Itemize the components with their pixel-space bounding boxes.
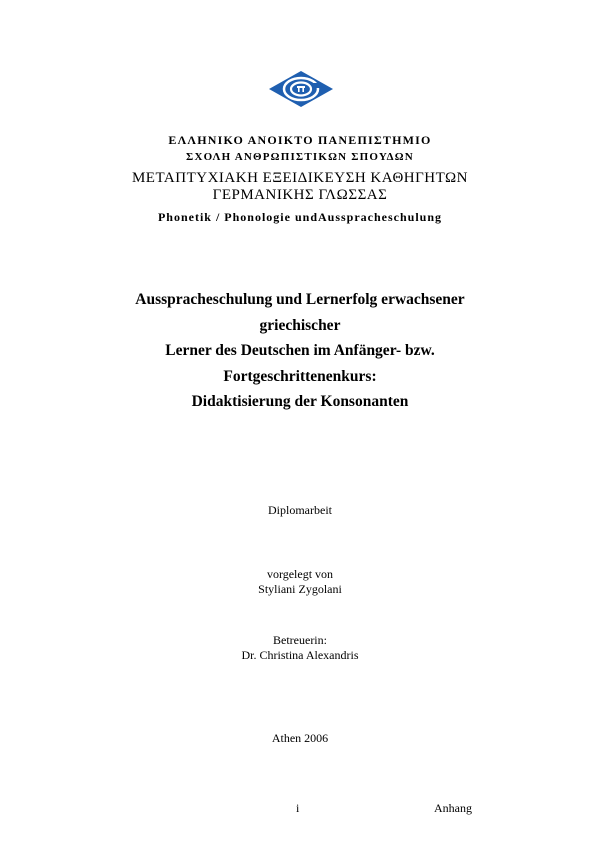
thesis-type: Diplomarbeit: [268, 503, 332, 517]
submitted-by: [0, 567, 600, 597]
submitted-label: vorgelegt von: [266, 567, 334, 581]
title-line-1: Ausspracheschulung und Lernerfolg erwachsener: [135, 291, 465, 308]
program-line-2: ΓΕΡΜΑΝΙΚΗΣ ΓΛΩΣΣΑΣ: [212, 187, 388, 203]
place-year: Athen 2006: [271, 731, 329, 745]
supervisor-name: Dr. Christina Alexandris: [241, 648, 359, 662]
title-line-2: griechischer: [259, 316, 341, 334]
university-name: ΕΛΛΗΝΙΚΟ ΑΝΟΙΚΤΟ ΠΑΝΕΠΙΣΤΗΜΙΟ: [168, 133, 432, 147]
program-name: [0, 170, 600, 204]
school-name: ΣΧΟΛΗ ΑΝΘΡΩΠΙΣΤΙΚΩΝ ΣΠΟΥΔΩΝ: [186, 151, 414, 163]
title-line-5: Didaktisierung der Konsonanten: [191, 393, 409, 410]
supervisor-block: [0, 633, 600, 663]
thesis-title: [0, 287, 600, 415]
title-line-3: Lerner des Deutschen im Anfänger- bzw.: [165, 342, 435, 359]
university-logo-icon: [268, 70, 334, 108]
page-number: i: [296, 801, 300, 815]
program-line-1: ΜΕΤΑΠΤΥΧΙΑΚΗ ΕΞΕΙΔΙΚΕΥΣΗ ΚΑΘΗΓΗΤΩΝ: [131, 170, 469, 186]
supervisor-label: Betreuerin:: [273, 633, 327, 647]
author-name: Styliani Zygolani: [258, 582, 342, 596]
title-line-4: Fortgeschrittenenkurs:: [223, 367, 377, 385]
footer-section: Anhang: [434, 801, 472, 815]
course-name: Phonetik / Phonologie undAusspracheschulung: [157, 210, 443, 224]
